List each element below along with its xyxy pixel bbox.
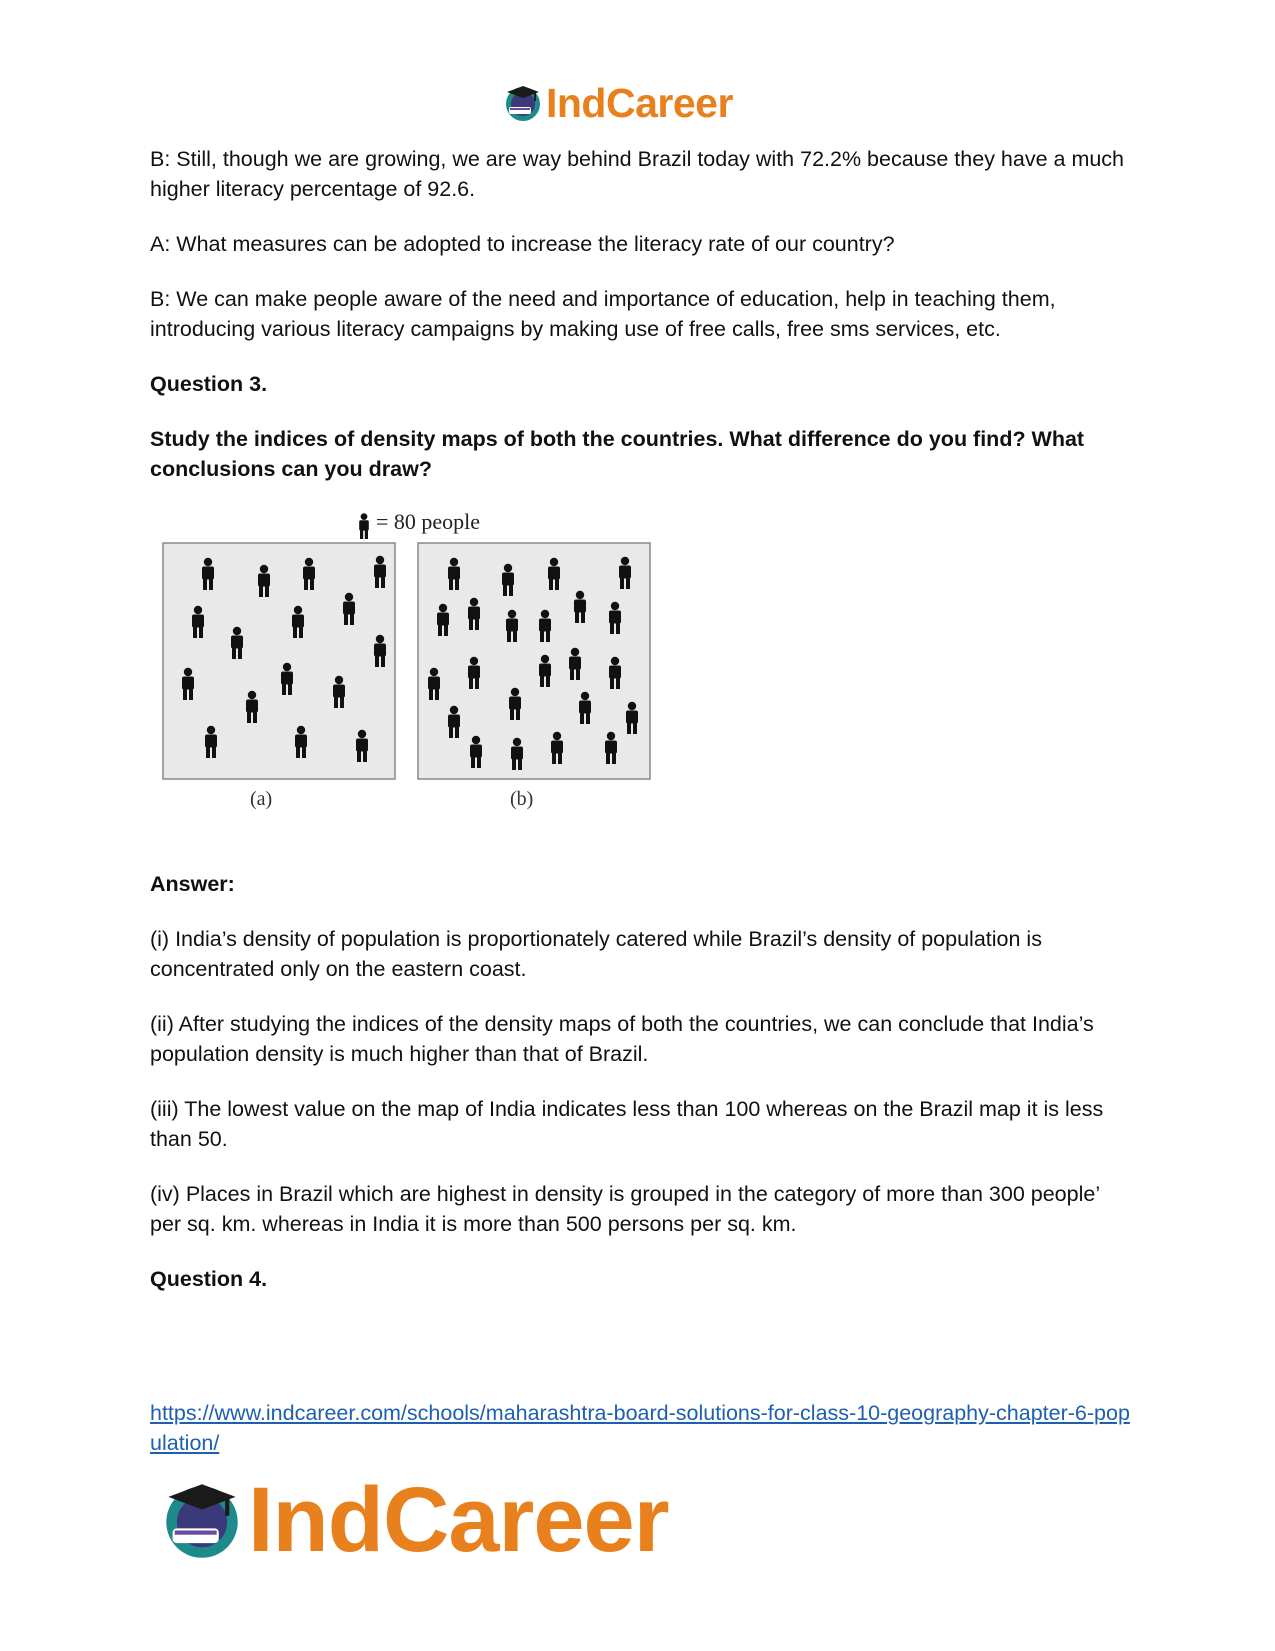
density-diagram bbox=[158, 509, 678, 825]
legend bbox=[359, 509, 480, 539]
question-heading: Question 4. bbox=[150, 1267, 268, 1291]
source-link[interactable]: https://www.indcareer.com/schools/maharashtra-board-solutions-for-class-10-geography-chapter-6-population/ bbox=[150, 1401, 1130, 1455]
page-content bbox=[150, 144, 1135, 1319]
question-text: Study the indices of density maps of both the countries. What difference do you find? What conclusions can you draw? bbox=[150, 427, 1085, 481]
paragraph: B: We can make people aware of the need and importance of education, help in teaching them, introducing various literacy campaigns by making use of free calls, free sms services, etc. bbox=[150, 287, 1056, 341]
caption-b: (b) bbox=[510, 788, 534, 810]
logo-wordmark: IndCareer bbox=[546, 79, 733, 126]
person-icon bbox=[359, 513, 369, 539]
legend-label: = 80 people bbox=[376, 509, 481, 534]
question-heading: Question 3. bbox=[150, 372, 268, 396]
header-logo bbox=[503, 80, 733, 126]
graduate-globe-icon bbox=[160, 1478, 244, 1562]
caption-a: (a) bbox=[250, 788, 273, 810]
density-figure bbox=[158, 509, 678, 825]
answer-item: (ii) After studying the indices of the density maps of both the countries, we can conclude that India’s population density is much higher than that of Brazil. bbox=[150, 1012, 1094, 1066]
paragraph: B: Still, though we are growing, we are way behind Brazil today with 72.2% because they have a much higher literacy percentage of 92.6. bbox=[150, 147, 1125, 201]
footer-logo bbox=[160, 1468, 669, 1571]
logo-wordmark: IndCareer bbox=[248, 1468, 669, 1571]
paragraph: A: What measures can be adopted to increase the literacy rate of our country? bbox=[150, 232, 895, 256]
answer-item: (i) India’s density of population is proportionately catered while Brazil’s density of population is concentrated only on the eastern coast. bbox=[150, 927, 1042, 981]
answer-heading: Answer: bbox=[150, 872, 235, 896]
graduate-globe-icon bbox=[503, 83, 543, 123]
answer-item: (iv) Places in Brazil which are highest in density is grouped in the category of more than 300 people’ per sq. km. whereas in India it is more than 500 persons per sq. km. bbox=[150, 1182, 1100, 1236]
answer-item: (iii) The lowest value on the map of India indicates less than 100 whereas on the Brazil map it is less than 50. bbox=[150, 1097, 1104, 1151]
